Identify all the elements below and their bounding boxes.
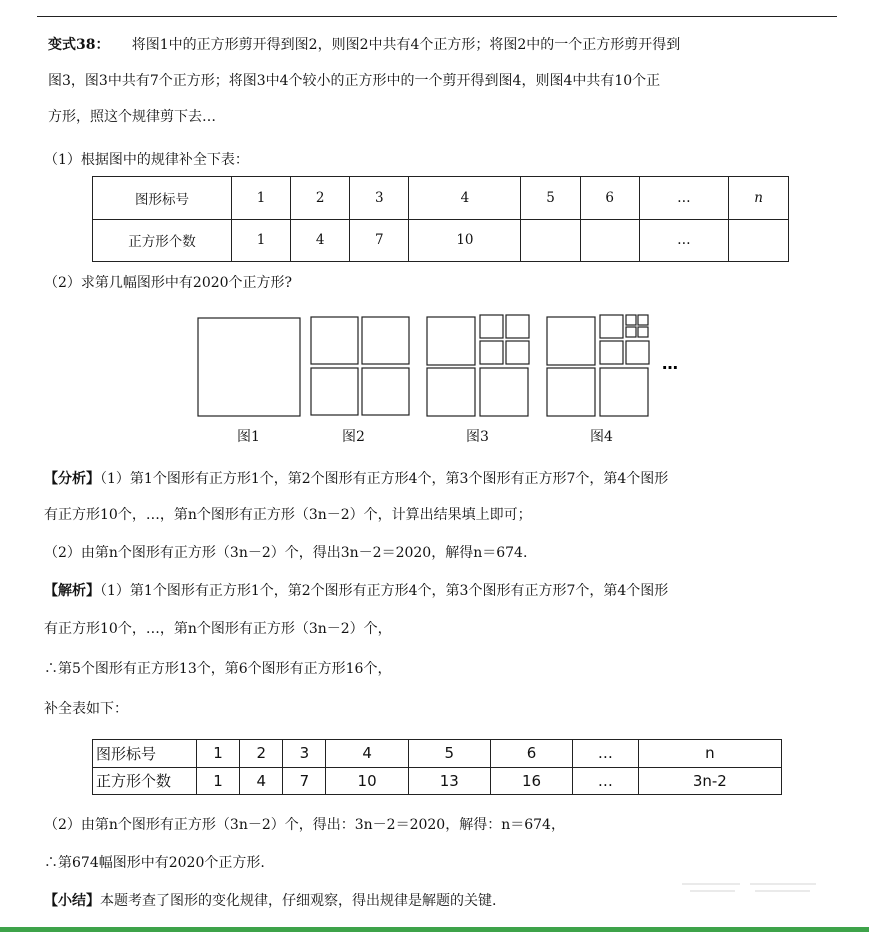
figure-2-square (362, 317, 409, 364)
figure-4-tiny-square (638, 327, 648, 337)
figure-4-small-square (600, 341, 623, 364)
watermark (680, 878, 820, 896)
problem-line-2: 图3，图3中共有7个正方形；将图3中4个较小的正方形中的一个剪开得到图4，则图4中共有10个正 (48, 73, 661, 89)
table-cell: 3 (350, 177, 409, 220)
figure-2-label: 图2 (342, 429, 365, 445)
table-cell: 4 (326, 740, 408, 768)
table-cell: 5 (521, 177, 580, 220)
solution-tag: 【解析】 (44, 583, 100, 599)
figure-3-label: 图3 (466, 429, 489, 445)
problem-line-1 (48, 36, 680, 54)
figure-4-small-square (600, 315, 623, 338)
analysis-line-2: 有正方形10个，…，第n个图形有正方形（3n－2）个，计算出结果填上即可； (44, 507, 532, 523)
table-cell: 5 (408, 740, 490, 768)
figure-2-square (311, 317, 358, 364)
table-cell: 1 (232, 219, 291, 262)
figure-4-label: 图4 (590, 429, 613, 445)
table-cell (580, 219, 639, 262)
table-cell: … (639, 177, 728, 220)
problem-text-1: 将图1中的正方形剪开得到图2，则图2中共有4个正方形；将图2中的一个正方形剪开得到 (131, 37, 681, 53)
blank-table (92, 176, 789, 262)
variant-tag: 变式38： (48, 37, 110, 53)
table-cell: 2 (291, 177, 350, 220)
table-cell: 2 (240, 740, 283, 768)
analysis-tag: 【分析】 (44, 471, 100, 487)
table-cell: 1 (232, 177, 291, 220)
completed-table (92, 739, 782, 795)
table-cell: 7 (283, 767, 326, 795)
figure-ellipsis: … (662, 354, 678, 373)
top-rule (37, 16, 837, 17)
figure-3-square (427, 368, 475, 416)
table-row (93, 177, 789, 220)
table-cell: 正方形个数 (93, 219, 232, 262)
table-cell: n (729, 177, 789, 220)
problem-line-3: 方形，照这个规律剪下去… (48, 109, 216, 125)
table-cell: 16 (490, 767, 572, 795)
figure-3-small-square (506, 315, 529, 338)
table-row (93, 219, 789, 262)
table-cell: 图形标号 (93, 740, 197, 768)
figure-3-small-square (480, 341, 503, 364)
table-cell: 13 (408, 767, 490, 795)
table-cell: … (573, 740, 638, 768)
table-cell: 10 (326, 767, 408, 795)
figure-1-label: 图1 (237, 429, 260, 445)
figure-2-square (362, 368, 409, 415)
figure-3-square (427, 317, 475, 365)
table-cell: 10 (409, 219, 521, 262)
figure-2-square (311, 368, 358, 415)
solution2-line-2: ∴第674幅图形中有2020个正方形. (44, 855, 265, 871)
summary-line (44, 892, 496, 910)
table-cell: 图形标号 (93, 177, 232, 220)
solution-text-1: （1）第1个图形有正方形1个，第2个图形有正方形4个，第3个图形有正方形7个，第4个图形 (100, 583, 669, 599)
figure-4-small-square (626, 341, 649, 364)
solution-line-4: 补全表如下： (44, 701, 128, 717)
table-cell: … (573, 767, 638, 795)
figure-3-small-square (480, 315, 503, 338)
table-cell: 3n-2 (638, 767, 781, 795)
table-cell: 正方形个数 (93, 767, 197, 795)
table-cell: n (638, 740, 781, 768)
solution2-line-1: （2）由第n个图形有正方形（3n－2）个，得出：3n－2＝2020，解得：n＝674， (44, 817, 565, 833)
table-cell: 4 (409, 177, 521, 220)
table-cell: 3 (283, 740, 326, 768)
summary-tag: 【小结】 (44, 893, 100, 909)
table-cell: 6 (490, 740, 572, 768)
solution-line-3: ∴第5个图形有正方形13个，第6个图形有正方形16个， (44, 661, 392, 677)
table-cell: 1 (197, 767, 240, 795)
analysis-line-1 (44, 470, 668, 488)
figure-3-small-square (506, 341, 529, 364)
figure-4-square (547, 368, 595, 416)
figure-4-tiny-square (638, 315, 648, 325)
figure-3-square (480, 368, 528, 416)
table-row (93, 740, 782, 768)
table-cell (521, 219, 580, 262)
table-cell: 6 (580, 177, 639, 220)
table-cell: 7 (350, 219, 409, 262)
analysis-text-1: （1）第1个图形有正方形1个，第2个图形有正方形4个，第3个图形有正方形7个，第4个图形 (100, 471, 669, 487)
figure-4-square (600, 368, 648, 416)
figure-4-square (547, 317, 595, 365)
square-figures (190, 305, 690, 450)
solution-line-2: 有正方形10个，…，第n个图形有正方形（3n－2）个， (44, 621, 392, 637)
question-2: （2）求第几幅图形中有2020个正方形? (44, 275, 293, 291)
table-cell (729, 219, 789, 262)
question-1: （1）根据图中的规律补全下表： (44, 152, 249, 168)
table-cell: … (639, 219, 728, 262)
analysis-line-3: （2）由第n个图形有正方形（3n－2）个，得出3n－2＝2020，解得n＝674. (44, 545, 528, 561)
figure-4-tiny-square (626, 315, 636, 325)
table-cell: 4 (291, 219, 350, 262)
table-cell: 1 (197, 740, 240, 768)
summary-text: 本题考查了图形的变化规律，仔细观察，得出规律是解题的关键. (100, 893, 497, 909)
bottom-bar (0, 927, 869, 932)
figure-4-tiny-square (626, 327, 636, 337)
figure-1-square (198, 318, 300, 416)
solution-line-1 (44, 582, 668, 600)
table-row (93, 767, 782, 795)
table-cell: 4 (240, 767, 283, 795)
